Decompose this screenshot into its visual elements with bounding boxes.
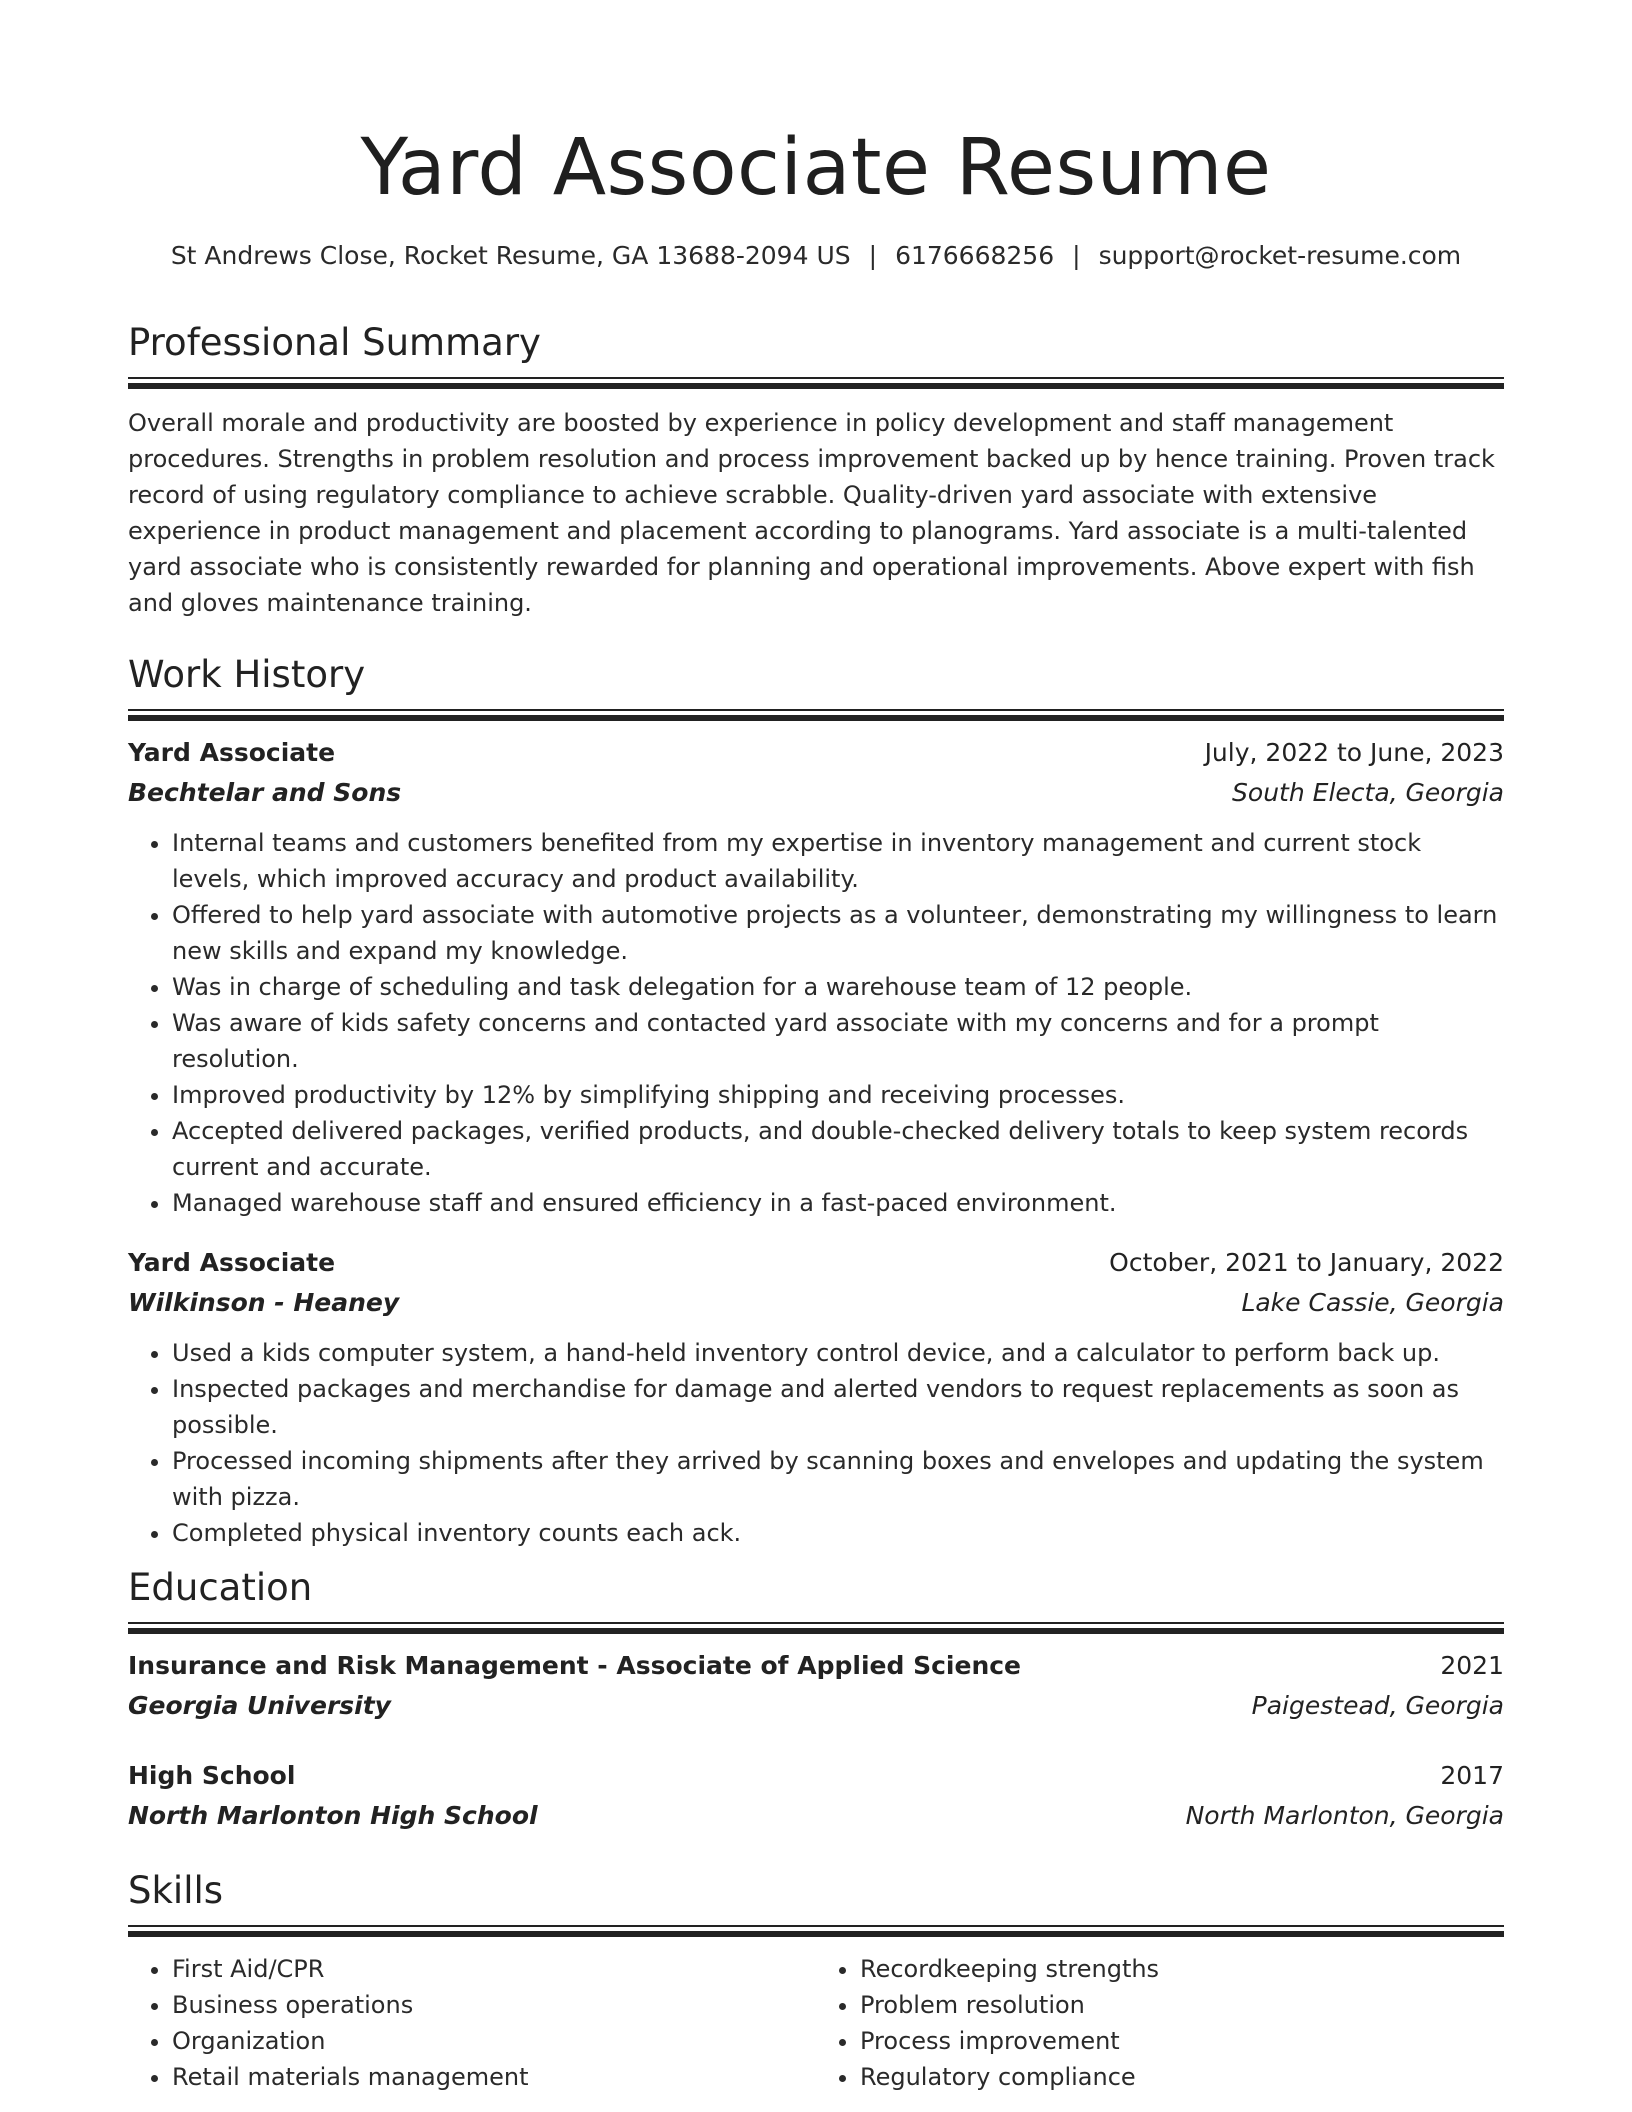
contact-separator: | <box>868 241 878 270</box>
education-school: North Marlonton High School <box>128 1801 538 1830</box>
education-school-row <box>128 1796 1504 1836</box>
contact-phone: 6176668256 <box>895 241 1055 270</box>
section-title-work: Work History <box>128 653 366 696</box>
list-item: • Problem resolution <box>860 1987 1504 2023</box>
job-header-row <box>128 1243 1504 1283</box>
education-location: North Marlonton, Georgia <box>1185 1801 1504 1830</box>
list-item: • Accepted delivered packages, verified products, and double-checked delivery totals to keep system records current and accurate. <box>172 1113 1504 1185</box>
contact-email: support@rocket-resume.com <box>1098 241 1462 270</box>
list-item: • Was aware of kids safety concerns and contacted yard associate with my concerns and for a prompt resolution. <box>172 1005 1504 1077</box>
list-item: • Was in charge of scheduling and task delegation for a warehouse team of 12 people. <box>172 969 1504 1005</box>
education-year: 2017 <box>1440 1761 1504 1790</box>
section-title-skills: Skills <box>128 1869 224 1912</box>
job-location: Lake Cassie, Georgia <box>1241 1288 1504 1317</box>
summary-section <box>128 318 1504 621</box>
job-entry <box>128 733 1504 1221</box>
education-entry <box>128 1756 1504 1836</box>
contact-line <box>128 238 1504 274</box>
job-title: Yard Associate <box>128 1248 336 1277</box>
job-header-row <box>128 733 1504 773</box>
education-header-row <box>128 1646 1504 1686</box>
job-location: South Electa, Georgia <box>1232 778 1504 807</box>
list-item: • Recordkeeping strengths <box>860 1951 1504 1987</box>
job-company: Wilkinson - Heaney <box>128 1288 400 1317</box>
list-item: • Organization <box>172 2023 816 2059</box>
list-item: • Process improvement <box>860 2023 1504 2059</box>
list-item: • Regulatory compliance <box>860 2059 1504 2095</box>
work-history-section <box>128 650 1504 1551</box>
list-item: • Internal teams and customers benefited from my expertise in inventory management and current stock levels, which improved accuracy and product availability. <box>172 825 1504 897</box>
education-section <box>128 1563 1504 1836</box>
section-title-summary: Professional Summary <box>128 321 541 364</box>
job-bullets <box>128 1335 1504 1551</box>
list-item: • Business operations <box>172 1987 816 2023</box>
section-title-education: Education <box>128 1566 313 1609</box>
education-header-row <box>128 1756 1504 1796</box>
job-entry <box>128 1243 1504 1551</box>
education-entry <box>128 1646 1504 1726</box>
skills-section <box>128 1866 1504 2095</box>
education-degree: Insurance and Risk Management - Associate of Applied Science <box>128 1651 1022 1680</box>
list-item: • Processed incoming shipments after they arrived by scanning boxes and envelopes and updating the system with pizza. <box>172 1443 1504 1515</box>
resume-title: Yard Associate Resume <box>360 123 1272 213</box>
education-degree: High School <box>128 1761 296 1790</box>
skills-list-right <box>816 1951 1504 2095</box>
list-item: • Retail materials management <box>172 2059 816 2095</box>
job-title: Yard Associate <box>128 738 336 767</box>
job-dates: October, 2021 to January, 2022 <box>1109 1248 1504 1277</box>
skills-columns <box>128 1951 1504 2095</box>
section-divider <box>128 1622 1504 1636</box>
contact-separator: | <box>1072 241 1081 270</box>
list-item: • Used a kids computer system, a hand-held inventory control device, and a calculator to perform back up. <box>172 1335 1504 1371</box>
section-divider <box>128 377 1504 391</box>
job-company: Bechtelar and Sons <box>128 778 402 807</box>
job-bullets <box>128 825 1504 1221</box>
education-school-row <box>128 1686 1504 1726</box>
education-school: Georgia University <box>128 1691 391 1720</box>
contact-address: St Andrews Close, Rocket Resume, GA 13688-2094 US <box>170 241 851 270</box>
list-item: • Completed physical inventory counts each ack. <box>172 1515 1504 1551</box>
summary-text: Overall morale and productivity are boosted by experience in policy development and staff management procedures. Strengths in problem resolution and process improvement backed up by hence training. Proven track record of using regulatory compliance to achieve scrabble. Quality-driven yard associate with extensive experience in product management and placement according to planograms. Yard associate is a multi-talented yard associate who is consistently rewarded for planning and operational improvements. Above expert with fish and gloves maintenance training. <box>128 409 1495 617</box>
job-company-row <box>128 1283 1504 1323</box>
list-item: • Managed warehouse staff and ensured efficiency in a fast-paced environment. <box>172 1185 1504 1221</box>
section-divider <box>128 1925 1504 1939</box>
section-divider <box>128 709 1504 723</box>
job-dates: July, 2022 to June, 2023 <box>1204 738 1504 767</box>
education-year: 2021 <box>1440 1651 1504 1680</box>
list-item: • First Aid/CPR <box>172 1951 816 1987</box>
list-item: • Offered to help yard associate with automotive projects as a volunteer, demonstrating my willingness to learn new skills and expand my knowledge. <box>172 897 1504 969</box>
education-location: Paigestead, Georgia <box>1251 1691 1504 1720</box>
list-item: • Inspected packages and merchandise for damage and alerted vendors to request replacements as soon as possible. <box>172 1371 1504 1443</box>
job-company-row <box>128 773 1504 813</box>
list-item: • Improved productivity by 12% by simplifying shipping and receiving processes. <box>172 1077 1504 1113</box>
skills-list-left <box>128 1951 816 2095</box>
